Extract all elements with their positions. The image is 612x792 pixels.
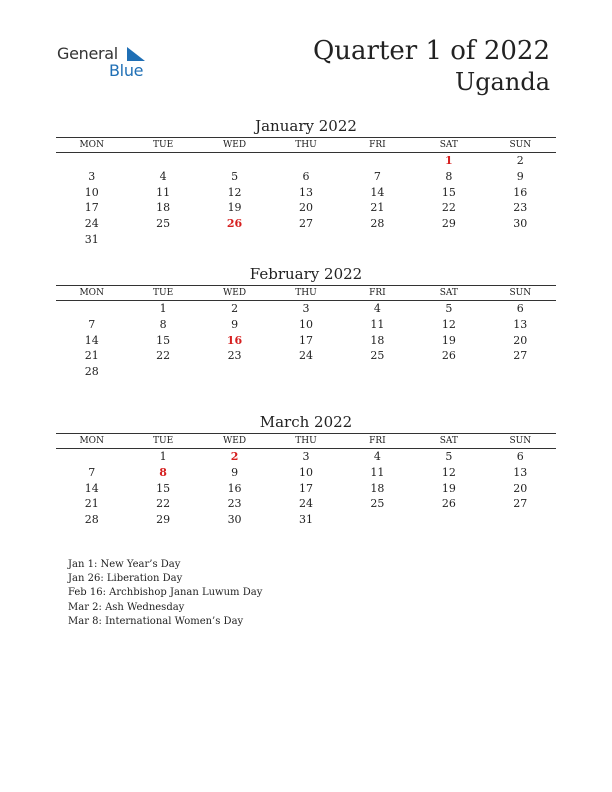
day-cell: 10 [298,465,313,479]
day-cell: 8 [159,317,167,331]
weekday-label: THU [295,436,317,446]
weekday-label: SAT [439,436,458,446]
day-cell: 26 [441,497,456,511]
weekday-label: THU [295,140,317,150]
day-cell: 11 [156,185,171,199]
holiday-note: Feb 16: Archbishop Janan Luwum Day [68,587,263,599]
logo [57,42,157,82]
weekday-label: THU [295,288,317,298]
day-cell: 22 [441,201,456,215]
day-cell: 3 [302,450,310,463]
weekday-label: MON [79,288,104,298]
weekday-label: TUE [153,140,174,150]
weekday-label: TUE [153,288,174,298]
day-cell: 1 [159,450,167,463]
day-cell: 20 [298,201,313,215]
day-cell: 27 [513,349,528,363]
logo-triangle-icon [125,46,147,62]
day-cell: 12 [441,465,456,479]
day-cell: 25 [370,497,385,511]
day-grid [56,449,556,528]
day-cell: 22 [156,497,171,511]
day-cell: 13 [513,317,528,331]
weekday-label: FRI [369,436,386,446]
empty-cell [342,153,413,169]
month-title: March 2022 [259,413,353,431]
day-cell: 31 [84,232,99,246]
day-cell: 23 [227,349,242,363]
holiday-day-cell: 1 [445,154,453,167]
day-cell: 6 [302,169,310,183]
day-cell: 5 [445,450,453,463]
day-cell: 17 [298,333,313,347]
holiday-note: Jan 1: New Year’s Day [68,559,181,570]
day-cell: 21 [84,349,99,363]
weekday-header [56,137,556,153]
month-title: January 2022 [255,117,357,135]
day-cell: 19 [441,481,456,495]
day-cell: 25 [370,349,385,363]
day-cell: 5 [231,169,239,183]
empty-cell [127,153,198,169]
logo-word-general: General [57,44,118,63]
holiday-day-cell: 2 [230,450,239,463]
day-cell: 10 [84,185,99,199]
day-cell: 25 [156,217,171,231]
weekday-label: MON [79,140,104,150]
day-cell: 18 [370,333,385,347]
day-cell: 18 [370,481,385,495]
day-cell: 19 [227,201,242,215]
day-cell: 4 [159,169,167,183]
day-cell: 14 [84,333,99,347]
day-cell: 15 [441,185,456,199]
weekday-label: WED [223,436,247,446]
day-cell: 21 [370,201,385,215]
weekday-header [56,285,556,301]
holiday-day-cell: 8 [159,465,167,479]
day-cell: 15 [156,481,171,495]
holiday-note: Jan 26: Liberation Day [68,573,183,585]
day-cell: 6 [516,302,524,315]
day-cell: 11 [370,465,385,479]
day-cell: 29 [156,513,171,527]
day-cell: 26 [441,349,456,363]
day-cell: 2 [516,154,524,167]
day-cell: 7 [88,465,96,479]
day-cell: 12 [441,317,456,331]
day-cell: 21 [84,497,99,511]
country-name: Uganda [454,68,550,96]
day-cell: 22 [156,349,171,363]
day-cell: 15 [156,333,171,347]
holiday-list [68,558,262,629]
day-cell: 6 [516,450,524,463]
empty-cell [56,449,127,465]
day-cell: 28 [370,217,385,231]
day-cell: 28 [84,365,99,379]
day-cell: 7 [373,169,381,183]
holiday-note: Mar 2: Ash Wednesday [68,601,185,613]
day-cell: 1 [159,302,167,315]
weekday-label: MON [79,436,104,446]
empty-cell [270,153,341,169]
weekday-label: SUN [509,140,532,150]
day-cell: 29 [441,217,456,231]
weekday-label: WED [223,140,247,150]
day-cell: 5 [445,302,453,315]
day-cell: 24 [84,217,99,231]
day-cell: 9 [231,465,239,479]
day-cell: 31 [298,513,313,527]
title-block [313,36,550,98]
day-cell: 19 [441,333,456,347]
weekday-label: FRI [369,288,386,298]
day-cell: 18 [156,201,171,215]
logo-word-blue: Blue [109,61,144,80]
empty-cell [199,153,270,169]
weekday-label: SUN [509,288,532,298]
day-cell: 9 [516,169,524,183]
day-cell: 2 [231,302,239,315]
day-cell: 7 [88,317,96,331]
weekday-header [56,433,556,449]
weekday-label: TUE [153,436,174,446]
day-cell: 23 [513,201,528,215]
day-cell: 16 [513,185,528,199]
day-cell: 24 [298,497,313,511]
day-cell: 14 [370,185,385,199]
day-cell: 24 [298,349,313,363]
day-grid [56,153,556,248]
weekday-label: SAT [439,140,458,150]
day-cell: 14 [84,481,99,495]
day-cell: 3 [302,302,310,315]
day-cell: 10 [298,317,313,331]
holiday-day-cell: 26 [226,217,243,231]
day-cell: 17 [298,481,313,495]
day-cell: 4 [373,450,381,463]
month-march [56,412,556,528]
day-cell: 30 [227,513,242,527]
day-cell: 13 [298,185,313,199]
day-cell: 3 [88,169,96,183]
day-cell: 13 [513,465,528,479]
day-cell: 8 [445,169,453,183]
weekday-label: SUN [509,436,532,446]
day-cell: 20 [513,333,528,347]
day-cell: 23 [227,497,242,511]
day-cell: 9 [231,317,239,331]
day-grid [56,301,556,380]
holiday-day-cell: 16 [226,333,243,347]
empty-cell [56,153,127,169]
day-cell: 16 [227,481,242,495]
day-cell: 27 [513,497,528,511]
empty-cell [56,301,127,317]
day-cell: 12 [227,185,242,199]
weekday-label: SAT [439,288,458,298]
day-cell: 30 [513,217,528,231]
weekday-label: WED [223,288,247,298]
weekday-label: FRI [369,140,386,150]
day-cell: 4 [373,302,381,315]
month-title: February 2022 [249,265,363,283]
day-cell: 27 [298,217,313,231]
holiday-note: Mar 8: International Women’s Day [68,615,244,627]
day-cell: 20 [513,481,528,495]
day-cell: 11 [370,317,385,331]
month-january [56,116,556,248]
page-title: Quarter 1 of 2022 [312,36,550,66]
month-february [56,264,556,380]
day-cell: 17 [84,201,99,215]
day-cell: 28 [84,513,99,527]
